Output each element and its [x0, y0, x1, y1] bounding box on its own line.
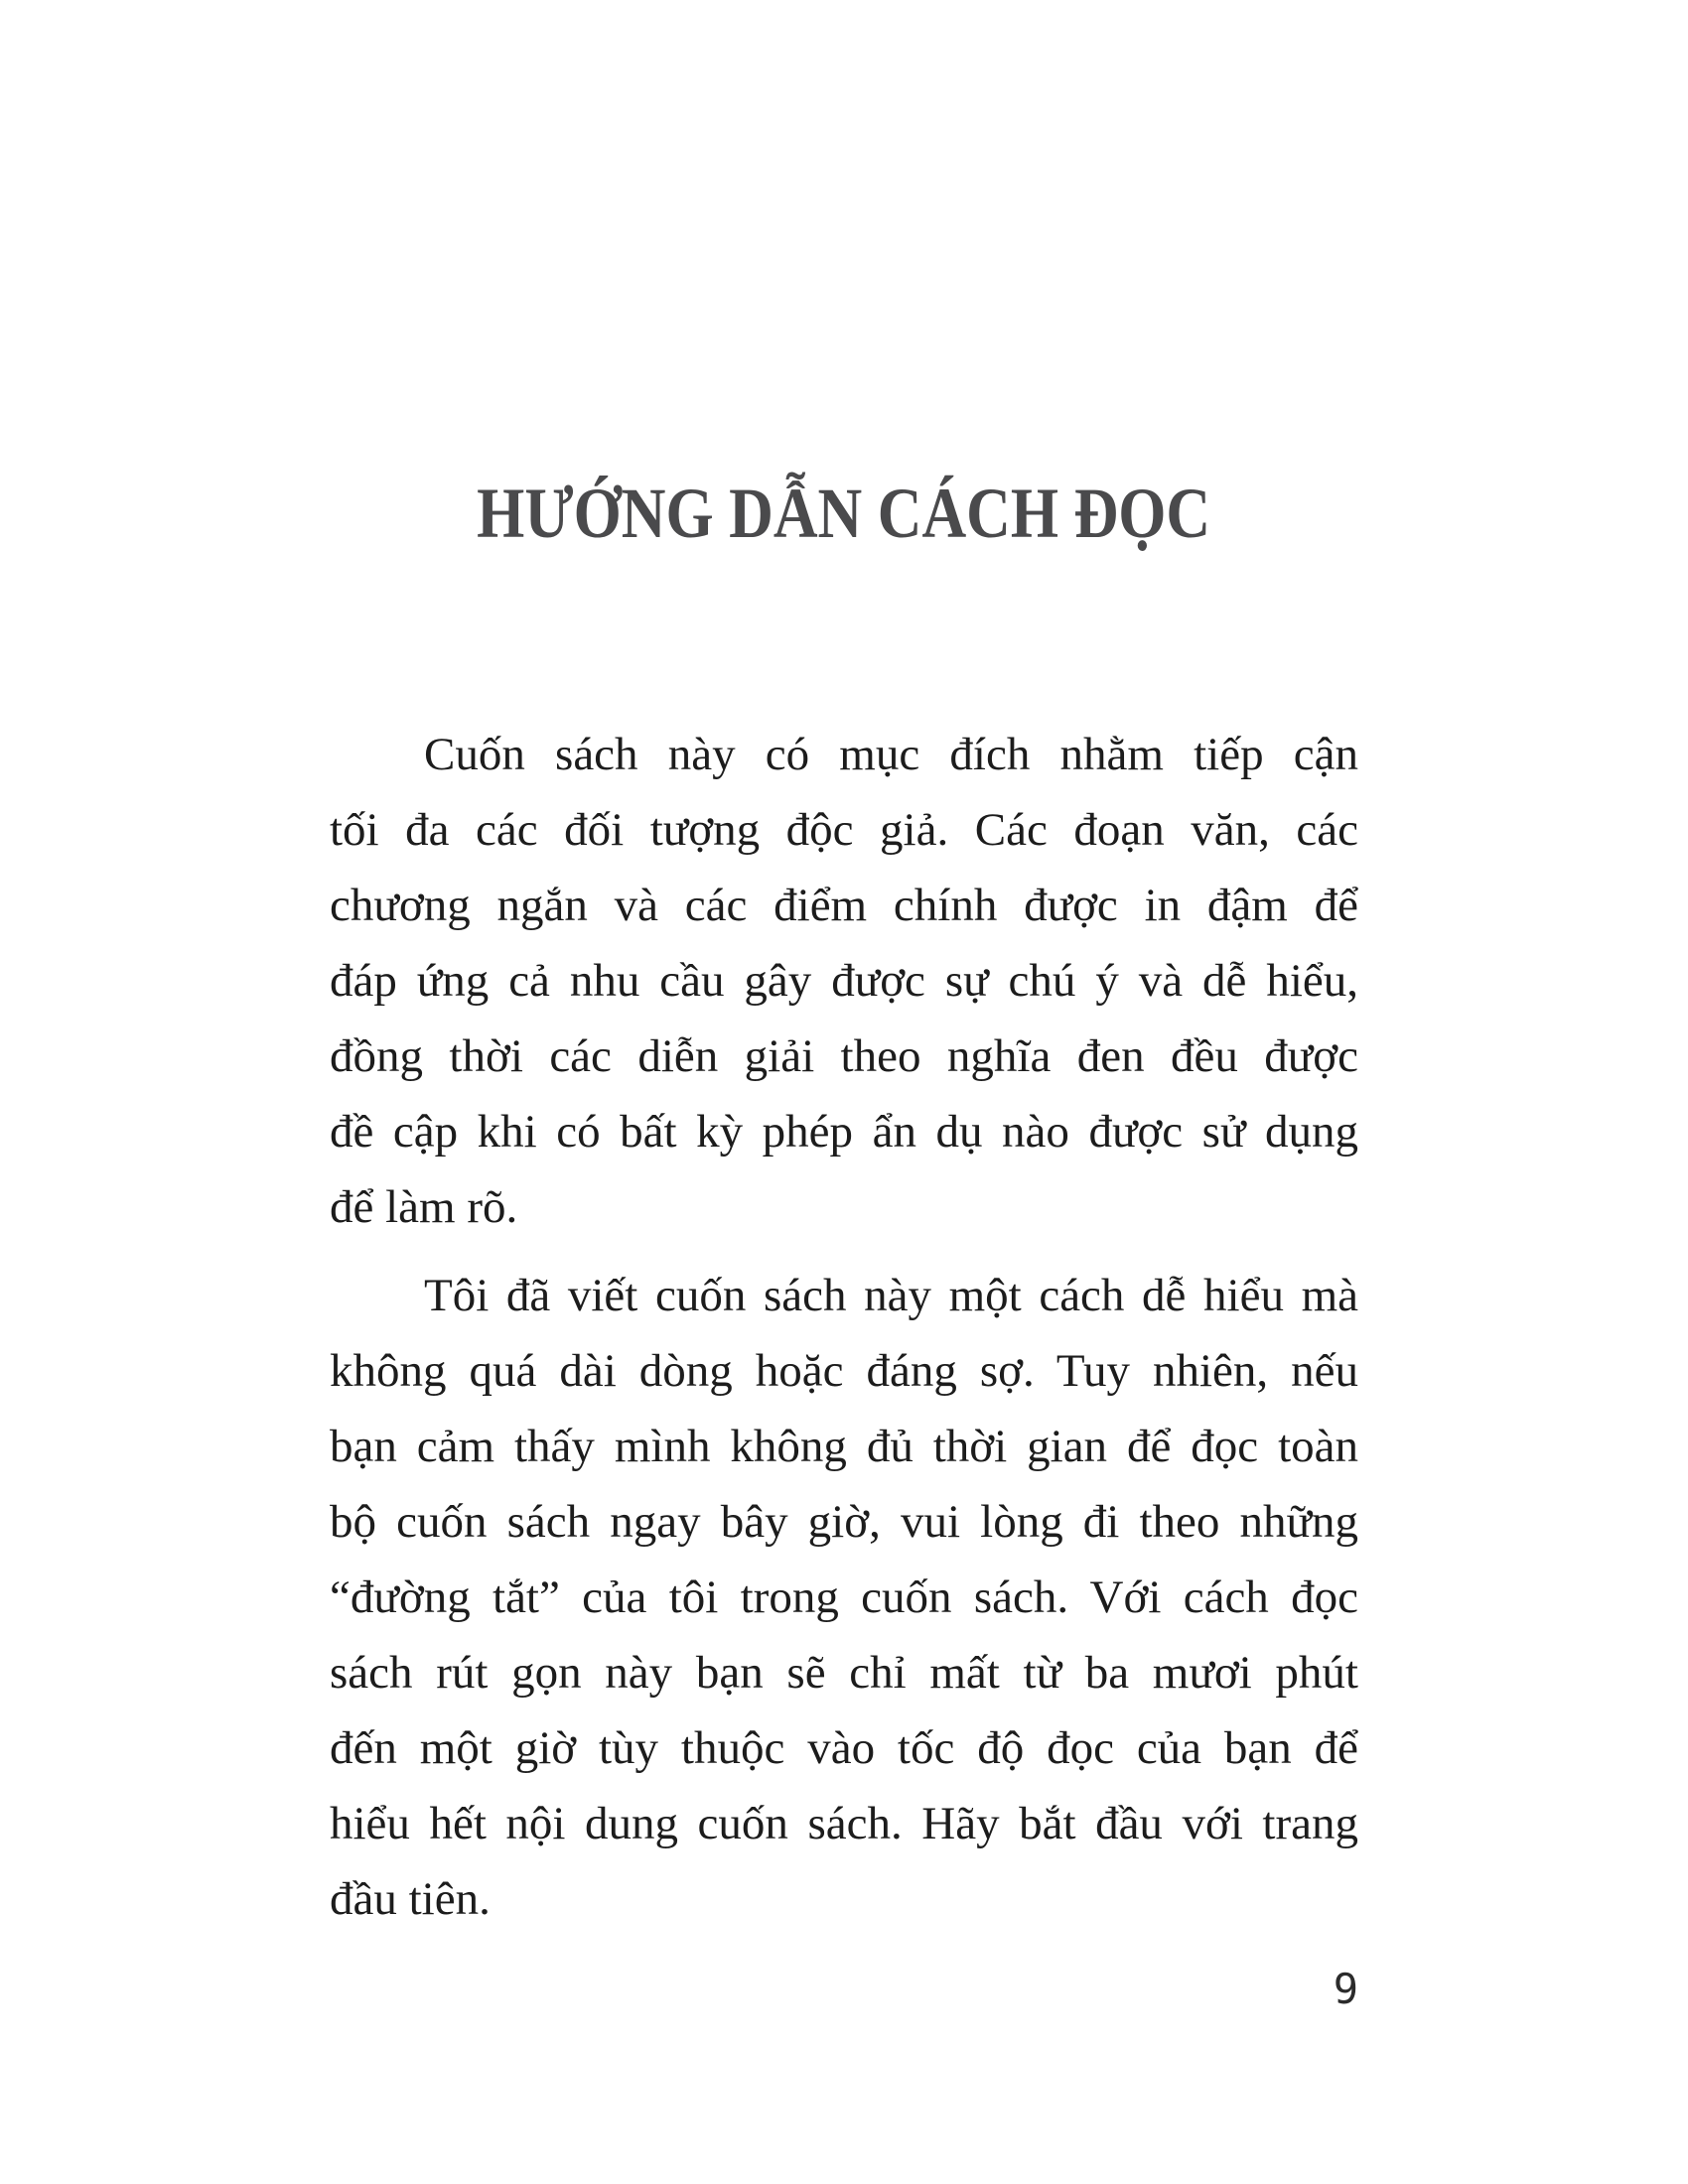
text-line: bộ cuốn sách ngay bây giờ, vui lòng đi theo những	[330, 1496, 1358, 1548]
text-line: Cuốn sách này có mục đích nhằm tiếp cận	[424, 729, 1358, 780]
text-line: Tôi đã viết cuốn sách này một cách dễ hiểu mà	[424, 1270, 1358, 1321]
page-number: 9	[1333, 1965, 1358, 2013]
text-line: bạn cảm thấy mình không đủ thời gian để đọc toàn	[330, 1421, 1358, 1472]
text-line: đồng thời các diễn giải theo nghĩa đen đều được	[330, 1030, 1358, 1082]
paragraph	[330, 717, 1358, 1245]
text-line: không quá dài dòng hoặc đáng sợ. Tuy nhiên, nếu	[330, 1345, 1358, 1397]
text-line: sách rút gọn này bạn sẽ chỉ mất từ ba mươi phút	[330, 1647, 1358, 1699]
text-line: “đường tắt” của tôi trong cuốn sách. Với cách đọc	[330, 1571, 1358, 1623]
text-line: đáp ứng cả nhu cầu gây được sự chú ý và dễ hiểu,	[330, 955, 1358, 1007]
text-line: hiểu hết nội dung cuốn sách. Hãy bắt đầu với trang	[330, 1798, 1358, 1849]
text-line: đến một giờ tùy thuộc vào tốc độ đọc của bạn để	[330, 1722, 1358, 1774]
text-line: chương ngắn và các điểm chính được in đậm để	[330, 880, 1358, 931]
paragraph	[330, 1258, 1358, 1937]
body-text	[330, 717, 1358, 1937]
page-title	[330, 474, 1358, 553]
text-line: đề cập khi có bất kỳ phép ẩn dụ nào được sử dụng	[330, 1106, 1358, 1158]
text-line: để làm rõ.	[330, 1181, 518, 1233]
page-title-text: HƯỚNG DẪN CÁCH ĐỌC	[477, 474, 1211, 553]
text-line: tối đa các đối tượng độc giả. Các đoạn văn, các	[330, 804, 1358, 856]
text-line: đầu tiên.	[330, 1873, 491, 1925]
